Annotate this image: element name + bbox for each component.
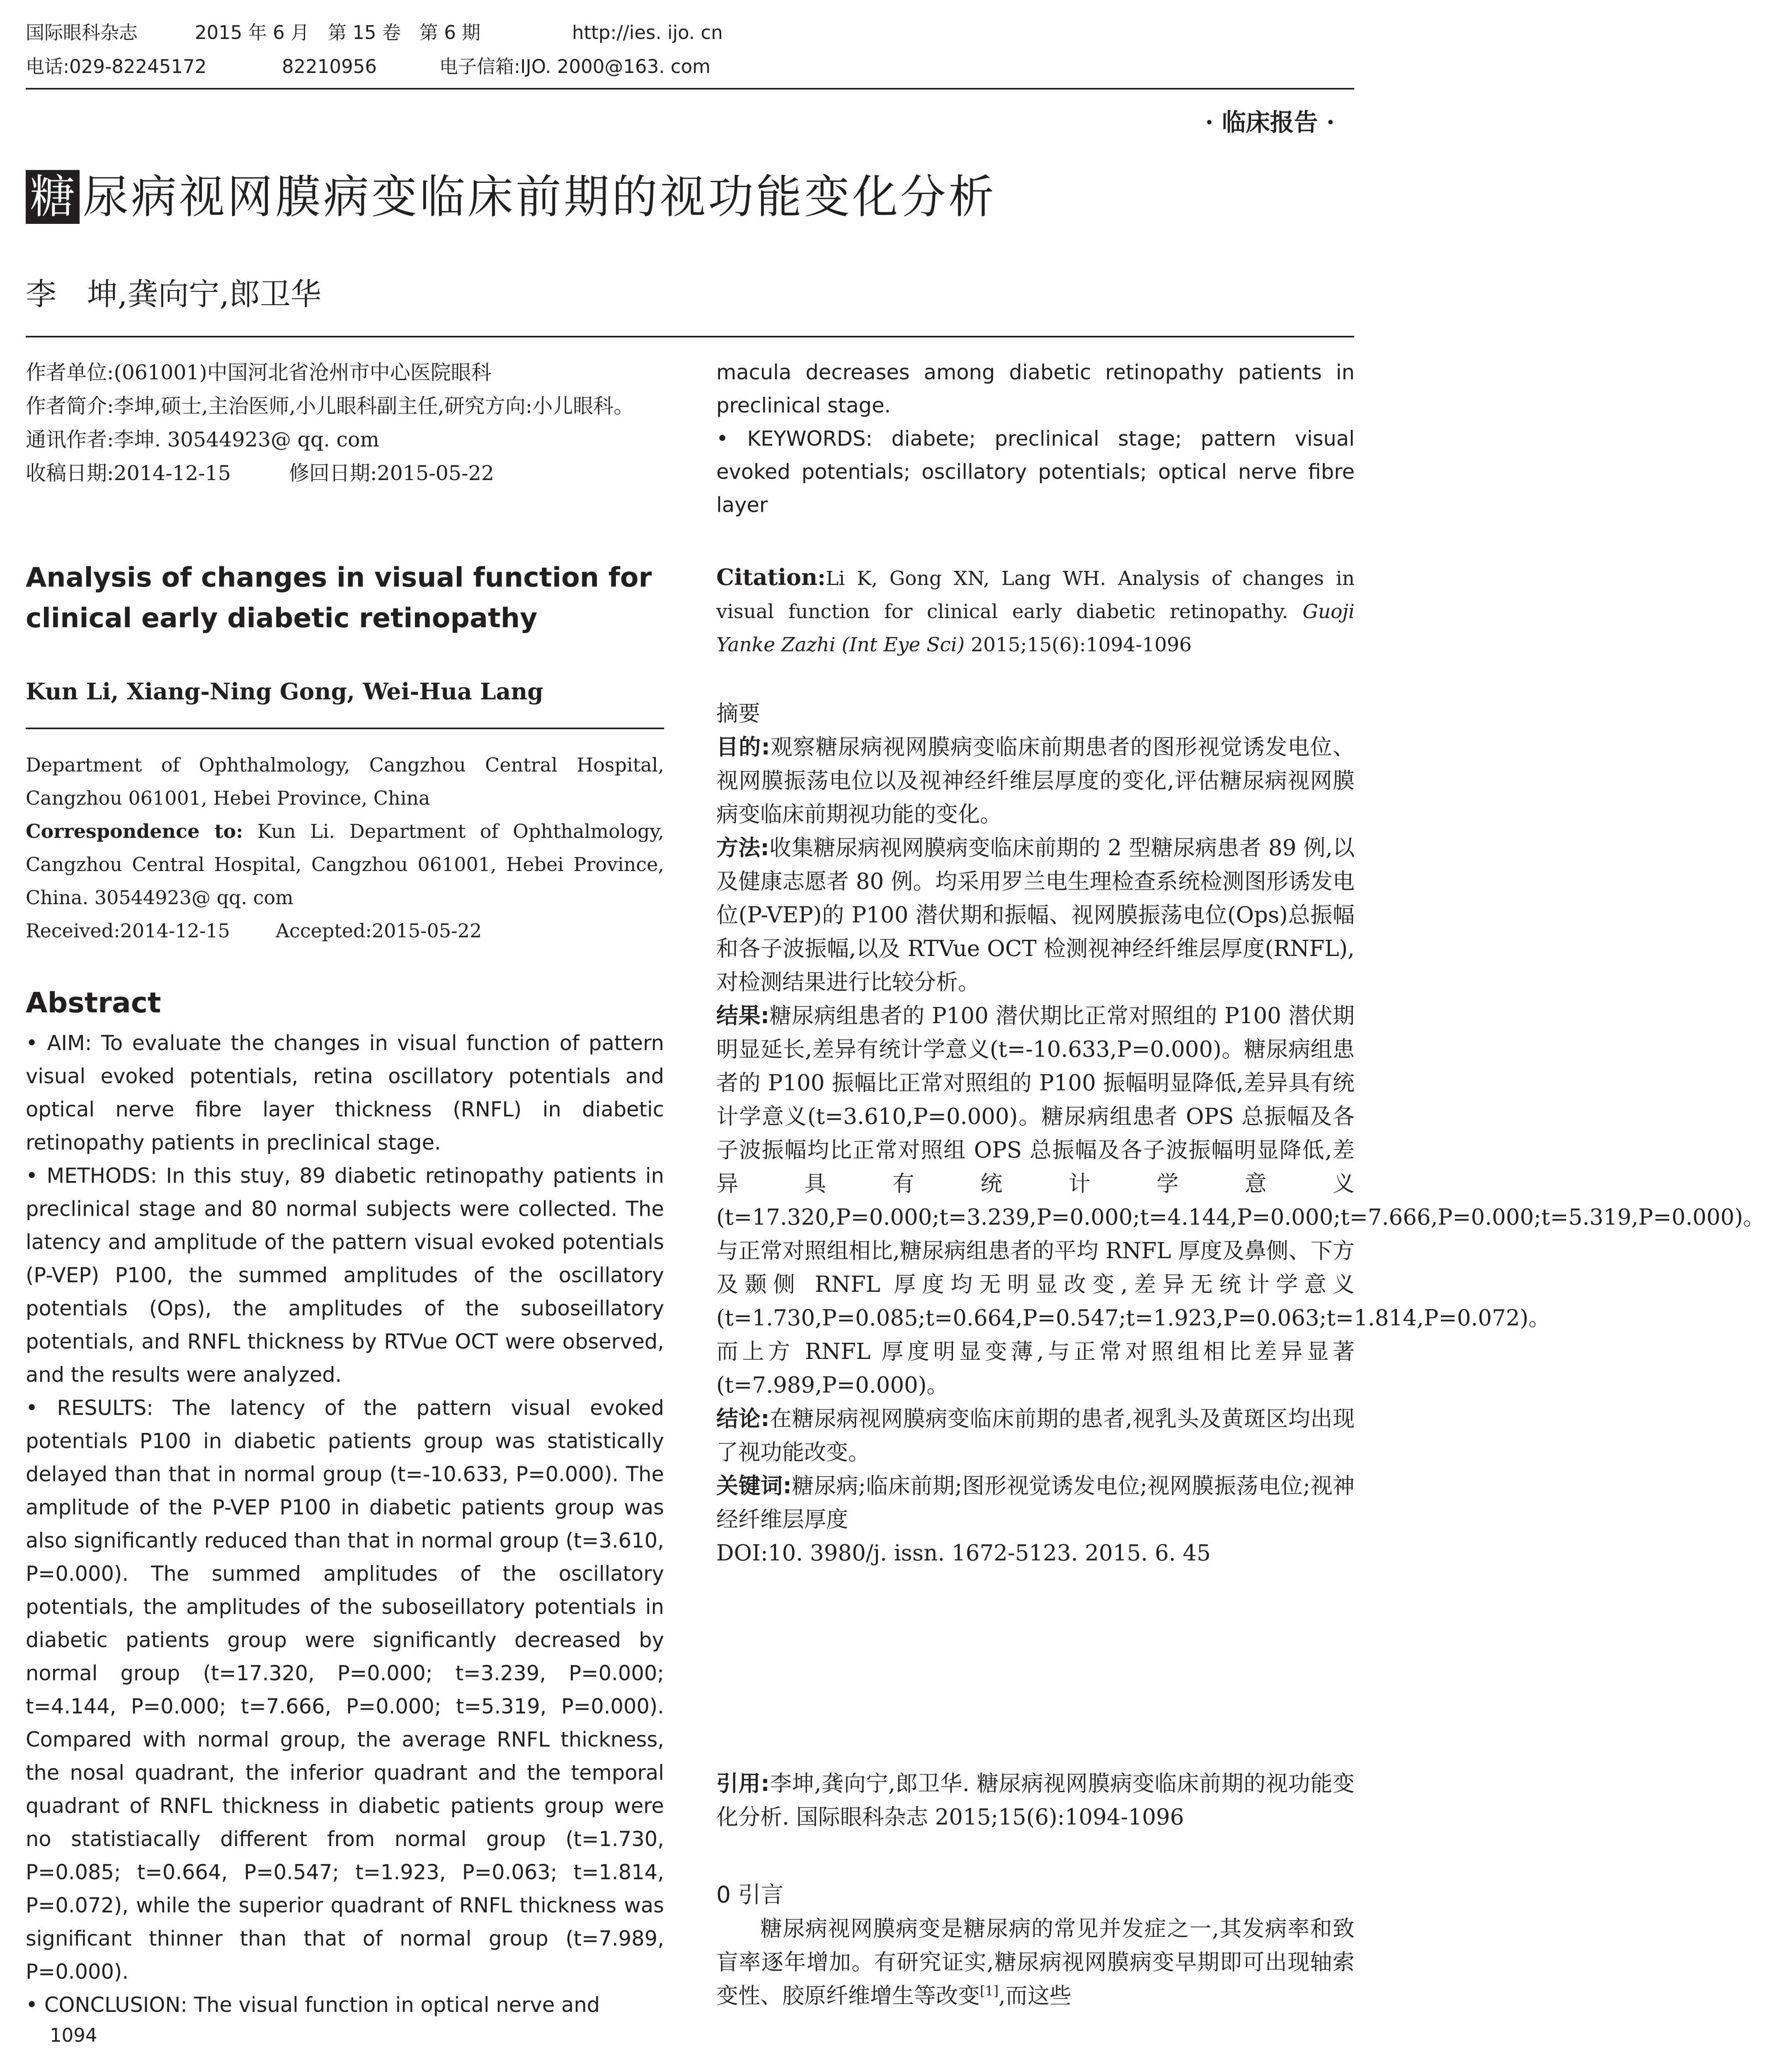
title-rule <box>26 336 1354 337</box>
journal-email[interactable]: 电子信箱:IJO. 2000@163. com <box>439 56 711 78</box>
accepted-en: Accepted:2015-05-22 <box>275 920 482 942</box>
keywords-text-en: diabete; preclinical stage; pattern visual evoked potentials; oscillatory potentials; optical nerve fibre layer <box>716 427 1355 517</box>
citation-text-en: Li K, Gong XN, Lang WH. Analysis of changes in visual function for clinical early diabetic retinopathy. <box>716 567 1355 623</box>
conclusion-label-cn: 结论: <box>716 1406 770 1431</box>
cite-label-cn: 引用: <box>716 1771 770 1796</box>
abstract-en-continued <box>716 356 1355 522</box>
cite-cn <box>716 1767 1355 1834</box>
intro-tail: ,而这些 <box>999 1983 1072 2009</box>
citation-en <box>716 560 1355 662</box>
results-text-cn: 糖尿病组患者的 P100 潜伏期比正常对照组的 P100 潜伏期明显延长,差异有统计学意义(t=-10.633,P=0.000)。糖尿病组患者的 P100 振幅比正常对照组的 P100 振幅明显降低,差异具有统计学意义(t=3.610,P=0.000)。糖尿病组患者 OPS 总振幅及各子波振幅均比正常对照组 OPS 总振幅及各子波振幅明显降低,差异具有统计学意义(t=17.320,P=0.000;t=3.239,P=0.000;t=4.144,P=0.000;t=7.666,P=0.000;t=5.319,P=0.000)。与正常对照组相比,糖尿病组患者的平均 RNFL 厚度及鼻侧、下方及颞侧 RNFL 厚度均无明显改变,差异无统计学意义(t=1.730,P=0.085;t=0.664,P=0.547;t=1.923,P=0.063;t=1.814,P=0.072)。而上方 RNFL 厚度明显变薄,与正常对照组相比差异显著(t=7.989,P=0.000)。 <box>716 1003 1765 1398</box>
methods-label-en: • METHODS: <box>26 1164 158 1188</box>
author-affiliation: 作者单位:(061001)中国河北省沧州市中心医院眼科 <box>26 361 492 384</box>
title-first-char: 糖 <box>26 170 80 224</box>
conclusion-text-en-left: The visual function in optical nerve and <box>194 1993 600 2017</box>
results-label-en: • RESULTS: <box>26 1396 153 1420</box>
methods-text-cn: 收集糖尿病视网膜病变临床前期的 2 型糖尿病患者 89 例,以及健康志愿者 80 例。均采用罗兰电生理检查系统检测图形诱发电位(P-VEP)的 P100 潜伏期和振幅、视网膜振荡电位(Ops)总振幅和各子波振幅,以及 RTVue OCT 检测视神经纤维层厚度(RNFL),对检测结果进行比较分析。 <box>716 835 1355 995</box>
revised-date-cn: 修回日期:2015-05-22 <box>289 461 495 485</box>
title-cn <box>26 170 1352 232</box>
aim-label-cn: 目的: <box>716 735 770 760</box>
results-label-cn: 结果: <box>716 1003 770 1029</box>
conclusion-text-cn: 在糖尿病视网膜病变临床前期的患者,视乳头及黄斑区均出现了视功能改变。 <box>716 1406 1355 1465</box>
citation-tail-en: 2015;15(6):1094-1096 <box>971 633 1192 656</box>
section-label: · 临床报告 · <box>1205 108 1335 136</box>
keywords-label-cn: 关键词: <box>716 1473 792 1499</box>
header-rule <box>26 88 1354 90</box>
department-en: Department of Ophthalmology, Cangzhou Central Hospital, Cangzhou 061001, Hebei Province, China <box>26 754 664 809</box>
journal-name: 国际眼科杂志 <box>26 22 138 44</box>
abstract-en-body <box>26 1026 664 2021</box>
journal-website[interactable]: http://ies. ijo. cn <box>572 22 723 44</box>
authors-en: Kun Li, Xiang-Ning Gong, Wei-Hua Lang <box>26 678 543 705</box>
journal-issue: 2015 年 6 月 第 15 卷 第 6 期 <box>195 22 481 44</box>
keywords-text-cn: 糖尿病;临床前期;图形视觉诱发电位;视网膜振荡电位;视神经纤维层厚度 <box>716 1473 1355 1532</box>
keywords-label-en: • KEYWORDS: <box>716 427 873 451</box>
intro-ref[interactable]: [1] <box>980 1983 999 1999</box>
aim-text-cn: 观察糖尿病视网膜病变临床前期患者的图形视觉诱发电位、视网膜振荡电位以及视神经纤维层厚度的变化,评估糖尿病视网膜病变临床前期视功能的变化。 <box>716 735 1355 827</box>
abstract-cn-body <box>716 730 1765 1570</box>
citation-journal-en: Guoji Yanke Zazhi (Int Eye Sci) <box>716 600 1355 656</box>
intro-heading: 0 引言 <box>716 1881 784 1908</box>
aim-text-en: To evaluate the changes in visual function of pattern visual evoked potentials, retina oscillatory potentials and optical nerve fibre layer thickness (RNFL) in diabetic retinopathy patients in preclinical stage. <box>26 1031 664 1155</box>
authors-cn: 李 坤,龚向宁,郎卫华 <box>26 277 322 312</box>
citation-label-en: Citation: <box>716 564 826 590</box>
results-text-en: The latency of the pattern visual evoked potentials P100 in diabetic patients group was statistically delayed than that in normal group (t=-10.633, P=0.000). The amplitude of the P-VEP P100 in diabetic patients group was also significantly reduced than that in normal group (t=3.610, P=0.000). The summed amplitudes of the oscillatory potentials, the amplitudes of the suboseillatory potentials in diabetic patients group were significantly decreased by normal group (t=17.320, P=0.000; t=3.239, P=0.000; t=4.144, P=0.000; t=7.666, P=0.000; t=5.319, P=0.000). Compared with normal group, the average RNFL thickness, the nosal quadrant, the inferior quadrant and the temporal quadrant of RNFL thickness in diabetic patients group were no statistiacally different from normal group (t=1.730, P=0.085; t=0.664, P=0.547; t=1.923, P=0.063; t=1.814, P=0.072), while the superior quadrant of RNFL thickness was significant thinner than that of normal group (t=7.989, P=0.000). <box>26 1396 664 1984</box>
author-bio: 作者简介:李坤,硕士,主治医师,小儿眼科副主任,研究方向:小儿眼科。 <box>26 394 634 418</box>
methods-label-cn: 方法: <box>716 835 769 861</box>
abstract-cn-heading: 摘要 <box>716 701 760 726</box>
correspondence-text-en: Kun Li. Department of Ophthalmology, Cangzhou Central Hospital, Cangzhou 061001, Hebei Province, China. 30544923@ qq. com <box>26 820 664 909</box>
conclusion-text-en-right: macula decreases among diabetic retinopathy patients in preclinical stage. <box>716 360 1355 417</box>
intro-paragraph <box>716 1912 1355 2013</box>
received-date-cn: 收稿日期:2014-12-15 <box>26 461 231 485</box>
aim-label-en: • AIM: <box>26 1031 92 1055</box>
en-authors-rule <box>26 728 664 729</box>
author-correspondence: 通讯作者:李坤. 30544923@ qq. com <box>26 428 379 451</box>
doi[interactable]: DOI:10. 3980/j. issn. 1672-5123. 2015. 6. 45 <box>716 1541 1211 1566</box>
journal-phone-2: 82210956 <box>282 56 377 78</box>
cite-text-cn: 李坤,龚向宁,郎卫华. 糖尿病视网膜病变临床前期的视功能变化分析. 国际眼科杂志 2015;15(6):1094-1096 <box>716 1771 1355 1830</box>
conclusion-label-en: • CONCLUSION: <box>26 1993 188 2017</box>
intro-text: 糖尿病视网膜病变是糖尿病的常见并发症之一,其发病率和致盲率逐年增加。有研究证实,糖尿病视网膜病变早期即可出现轴索变性、胶原纤维增生等改变 <box>716 1916 1355 2009</box>
author-info <box>26 356 664 490</box>
affiliation-en-block <box>26 748 664 947</box>
title-en: Analysis of changes in visual function for clinical early diabetic retinopathy <box>26 562 652 634</box>
correspondence-label-en: Correspondence to: <box>26 820 243 842</box>
page-number: 1094 <box>50 2024 97 2046</box>
journal-phone: 电话:029-82245172 <box>26 56 207 78</box>
methods-text-en: In this stuy, 89 diabetic retinopathy patients in preclinical stage and 80 normal subjects were collected. The latency and amplitude of the pattern visual evoked potentials (P-VEP) P100, the summed amplitudes of the oscillatory potentials (Ops), the amplitudes of the suboseillatory potentials, and RNFL thickness by RTVue OCT were observed, and the results were analyzed. <box>26 1164 664 1387</box>
abstract-heading: Abstract <box>26 987 161 1019</box>
title-rest: 尿病视网膜病变临床前期的视功能变化分析 <box>83 170 996 223</box>
received-en: Received:2014-12-15 <box>26 920 230 942</box>
